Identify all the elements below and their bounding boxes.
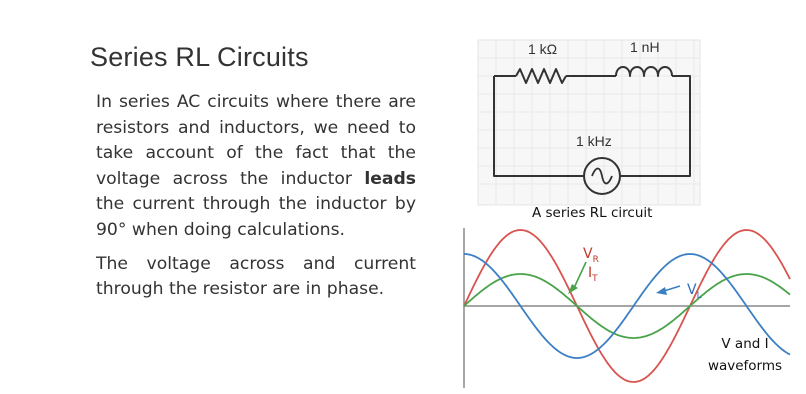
paragraph-in-phase: The voltage across and current through the resistor are in phase. [96, 253, 416, 300]
vl-pointer-arrowhead [656, 287, 667, 295]
it-label: $I_T$ [588, 265, 598, 284]
vr-pointer-line [574, 262, 586, 288]
circuit-diagram [478, 39, 700, 205]
resistor-label: 1 kΩ [528, 41, 558, 57]
waveform-caption-line2: waveforms [707, 358, 783, 374]
para1-end: the current through the inductor by 90° when doing calculations. [96, 194, 416, 240]
waveform-caption [700, 333, 790, 377]
para1-start: In series AC circuits where there are resistors and inductors, we need to take account of the fact that the voltage across the inductor [96, 92, 416, 189]
vr-label: $V_R$ [583, 246, 599, 265]
vl-pointer-line [664, 286, 680, 291]
para1-bold-leads: leads [364, 168, 416, 189]
inductor-label: 1 nH [630, 39, 660, 55]
circuit-caption: A series RL circuit [532, 205, 653, 221]
circuit-grid-background [478, 40, 700, 205]
source-label: 1 kHz [576, 133, 612, 149]
slide-title: Series RL Circuits [90, 42, 309, 72]
vl-label: $V_L$ [687, 282, 702, 301]
waveform-caption-line1: V and I [721, 336, 769, 352]
